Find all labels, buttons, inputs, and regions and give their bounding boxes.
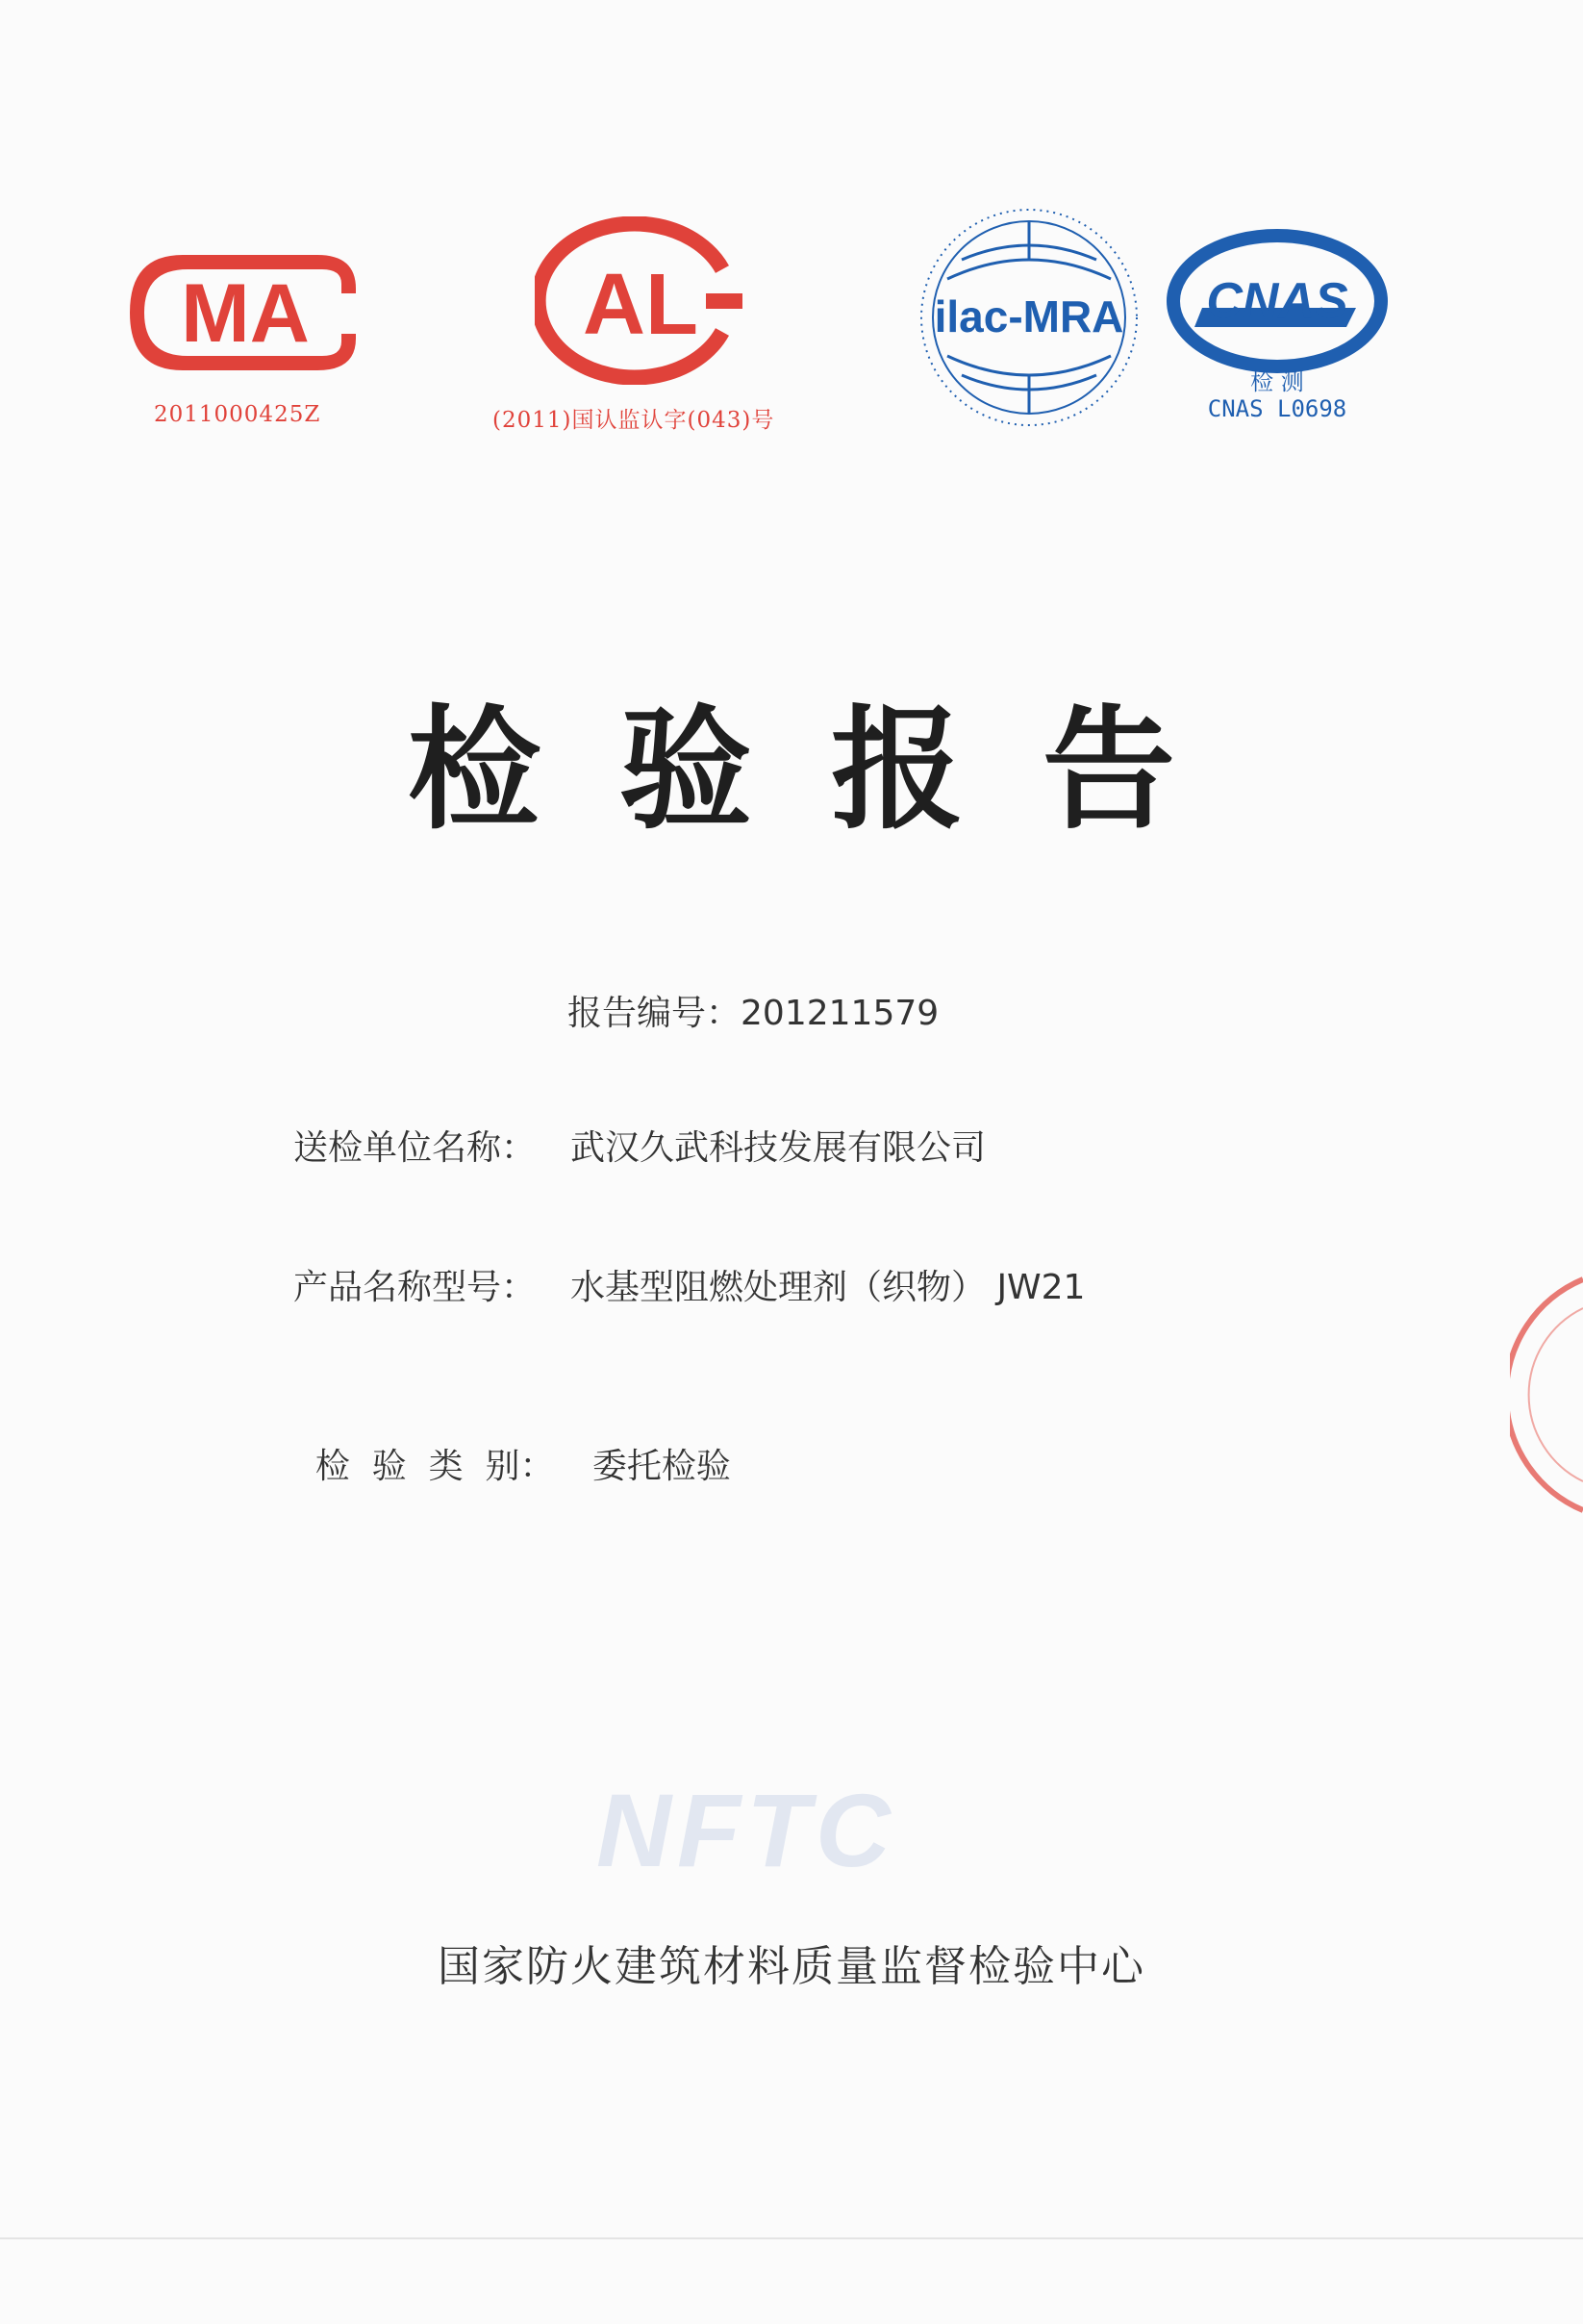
- field-label: 产品名称型号：: [293, 1268, 537, 1307]
- ilac-mra-logo: [918, 202, 1140, 433]
- field-value: 委托检验: [591, 1447, 731, 1486]
- issuing-organization: 国家防火建筑材料质量监督检验中心: [438, 1942, 1145, 1991]
- cma-logo: [125, 245, 365, 380]
- cal-logo: [535, 216, 746, 385]
- report-number: [567, 986, 939, 1035]
- report-number-label: 报告编号：: [567, 994, 741, 1033]
- nftc-watermark: NFTC: [596, 1772, 896, 1888]
- field-submitter: [293, 1121, 986, 1170]
- field-product: [293, 1260, 1085, 1309]
- cal-caption: (2011)国认监认字(043)号: [492, 408, 775, 433]
- svg-text:MA: MA: [181, 267, 310, 360]
- field-value: 武汉久武科技发展有限公司: [570, 1128, 987, 1168]
- cma-mark: [125, 245, 365, 380]
- field-value: 水基型阻燃处理剂（织物） JW21: [570, 1268, 1086, 1307]
- cnas-logo: [1164, 216, 1395, 418]
- seal-mark: [1510, 1270, 1583, 1520]
- svg-text:检 测: 检 测: [1250, 368, 1304, 395]
- cma-caption: 2011000425Z: [154, 402, 321, 427]
- svg-text:CNAS L0698: CNAS L0698: [1207, 395, 1347, 418]
- cal-mark: [535, 216, 746, 385]
- field-label: 送检单位名称：: [293, 1128, 537, 1168]
- field-test-type: [293, 1400, 731, 1488]
- cnas-mark: [1164, 216, 1395, 418]
- seal-stamp: [1510, 1270, 1583, 1524]
- svg-text:AL: AL: [583, 257, 698, 353]
- field-label: 检 验 类 别：: [314, 1447, 555, 1486]
- report-number-value: 201211579: [741, 994, 940, 1033]
- page-divider: [0, 2237, 1583, 2239]
- report-title: 检验报告: [407, 693, 1254, 847]
- ilac-mark: [918, 202, 1140, 433]
- svg-text:CNAS: CNAS: [1206, 273, 1348, 329]
- svg-text:ilac-MRA: ilac-MRA: [934, 291, 1124, 341]
